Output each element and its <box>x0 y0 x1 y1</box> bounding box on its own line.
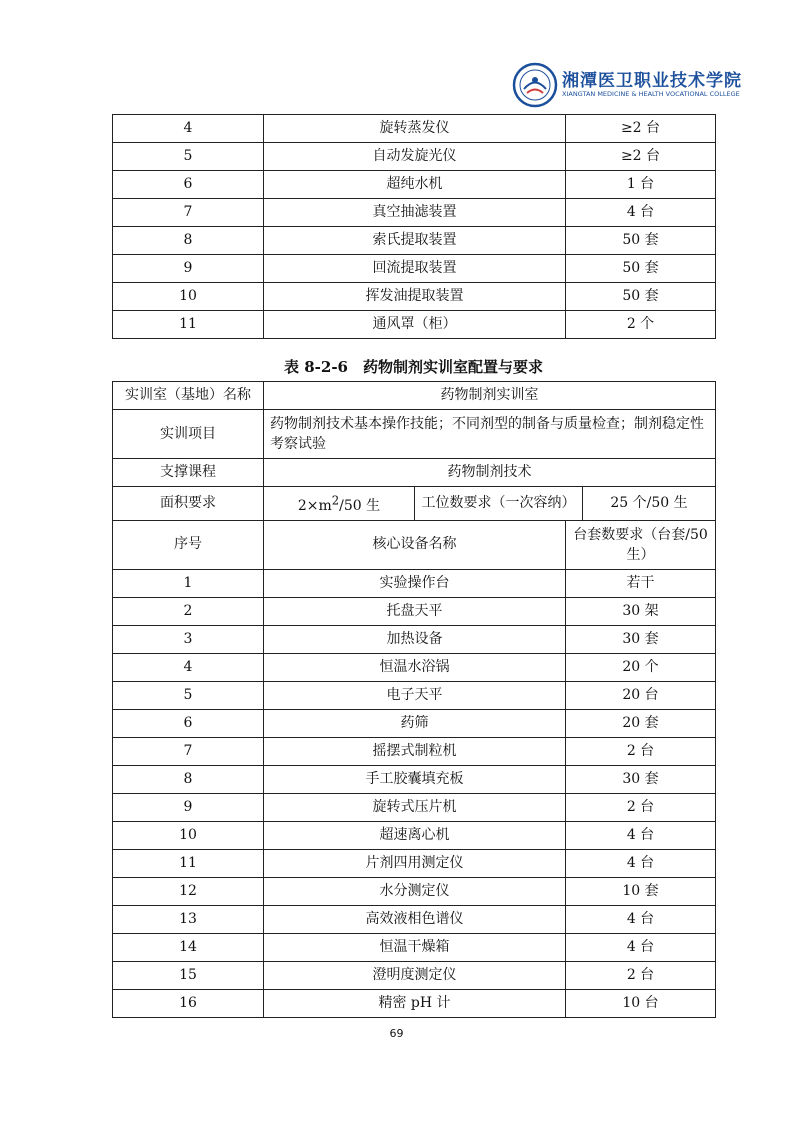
equipment-quantity: 50 套 <box>566 227 716 255</box>
table-row <box>113 115 716 143</box>
table-row <box>113 793 716 821</box>
row-number: 15 <box>113 961 264 989</box>
equipment-quantity: 2 台 <box>566 961 716 989</box>
row-number: 12 <box>113 877 264 905</box>
equipment-name: 电子天平 <box>264 681 566 709</box>
equipment-name: 托盘天平 <box>264 597 566 625</box>
equipment-name: 回流提取装置 <box>264 255 566 283</box>
equipment-name: 旋转式压片机 <box>264 793 566 821</box>
equipment-quantity: 10 台 <box>566 989 716 1017</box>
table-row <box>113 227 716 255</box>
equipment-table-continued <box>112 114 716 339</box>
table-row <box>113 821 716 849</box>
equipment-name: 恒温干燥箱 <box>264 933 566 961</box>
table-row <box>113 569 716 597</box>
row-number: 7 <box>113 737 264 765</box>
page-number: 69 <box>389 1027 404 1040</box>
equipment-quantity: 2 个 <box>566 311 716 339</box>
equipment-quantity: 4 台 <box>566 199 716 227</box>
equipment-name: 精密 pH 计 <box>264 989 566 1017</box>
area-value-text: $2\times m^2/50$ 生 <box>297 493 381 514</box>
row-number: 11 <box>113 311 264 339</box>
college-emblem-icon <box>512 62 558 108</box>
equipment-name: 真空抽滤装置 <box>264 199 566 227</box>
equipment-quantity: 4 台 <box>566 905 716 933</box>
equipment-quantity: 2 台 <box>566 793 716 821</box>
room-label: 实训室（基地）名称 <box>113 382 264 410</box>
equipment-quantity: 30 套 <box>566 765 716 793</box>
row-number: 7 <box>113 199 264 227</box>
table-row <box>113 199 716 227</box>
station-value: 25 个/50 生 <box>583 487 716 521</box>
column-header-row <box>113 520 716 569</box>
equipment-quantity: 50 套 <box>566 255 716 283</box>
pharmaceutical-lab-table <box>112 381 716 1018</box>
row-number: 14 <box>113 933 264 961</box>
table-row <box>113 933 716 961</box>
row-number: 10 <box>113 283 264 311</box>
row-number: 2 <box>113 597 264 625</box>
row-number: 11 <box>113 849 264 877</box>
equipment-quantity: 20 台 <box>566 681 716 709</box>
equipment-quantity: 2 台 <box>566 737 716 765</box>
equipment-name: 恒温水浴锅 <box>264 653 566 681</box>
table-row <box>113 849 716 877</box>
equipment-name: 索氏提取装置 <box>264 227 566 255</box>
col-qty-header: 台套数要求（台套/50生） <box>566 520 716 569</box>
table-row <box>113 625 716 653</box>
table-row <box>113 143 716 171</box>
row-number: 5 <box>113 143 264 171</box>
table-caption: 表 8-2-6 药物制剂实训室配置与要求 <box>284 358 543 376</box>
equipment-name: 超速离心机 <box>264 821 566 849</box>
row-number: 4 <box>113 115 264 143</box>
area-value <box>264 487 415 521</box>
row-number: 10 <box>113 821 264 849</box>
equipment-name: 水分测定仪 <box>264 877 566 905</box>
equipment-name: 超纯水机 <box>264 171 566 199</box>
equipment-quantity: 30 架 <box>566 597 716 625</box>
table-row <box>113 311 716 339</box>
project-row <box>113 410 716 459</box>
table-row <box>113 989 716 1017</box>
row-number: 13 <box>113 905 264 933</box>
row-number: 6 <box>113 709 264 737</box>
col-name-header: 核心设备名称 <box>264 520 566 569</box>
course-value: 药物制剂技术 <box>264 459 716 487</box>
area-label: 面积要求 <box>113 487 264 521</box>
equipment-quantity: 4 台 <box>566 933 716 961</box>
equipment-quantity: 若干 <box>566 569 716 597</box>
equipment-quantity: ≥2 台 <box>566 115 716 143</box>
table-row <box>113 681 716 709</box>
row-number: 8 <box>113 765 264 793</box>
table-row <box>113 255 716 283</box>
table-row <box>113 765 716 793</box>
equipment-name: 高效液相色谱仪 <box>264 905 566 933</box>
equipment-quantity: 4 台 <box>566 821 716 849</box>
row-number: 1 <box>113 569 264 597</box>
equipment-name: 旋转蒸发仪 <box>264 115 566 143</box>
row-number: 16 <box>113 989 264 1017</box>
equipment-name: 自动发旋光仪 <box>264 143 566 171</box>
station-label: 工位数要求（一次容纳） <box>415 487 583 521</box>
equipment-name: 手工胶囊填充板 <box>264 765 566 793</box>
row-number: 4 <box>113 653 264 681</box>
course-row <box>113 459 716 487</box>
equipment-name: 摇摆式制粒机 <box>264 737 566 765</box>
table-row <box>113 171 716 199</box>
equipment-name: 通风罩（柜） <box>264 311 566 339</box>
table-row <box>113 961 716 989</box>
room-value: 药物制剂实训室 <box>264 382 716 410</box>
row-number: 9 <box>113 255 264 283</box>
college-logo <box>512 62 752 110</box>
table-row <box>113 905 716 933</box>
college-name-en: XIANGTAN MEDICINE & HEALTH VOCATIONAL COLLEGE <box>562 90 740 98</box>
table-row <box>113 597 716 625</box>
equipment-quantity: 30 套 <box>566 625 716 653</box>
equipment-quantity: 50 套 <box>566 283 716 311</box>
room-name-row <box>113 382 716 410</box>
equipment-name: 加热设备 <box>264 625 566 653</box>
col-no-header: 序号 <box>113 520 264 569</box>
equipment-quantity: 1 台 <box>566 171 716 199</box>
equipment-name: 片剂四用测定仪 <box>264 849 566 877</box>
college-name-cn: 湘潭医卫职业技术学院 <box>562 71 742 91</box>
equipment-quantity: 4 台 <box>566 849 716 877</box>
row-number: 9 <box>113 793 264 821</box>
equipment-name: 实验操作台 <box>264 569 566 597</box>
equipment-name: 挥发油提取装置 <box>264 283 566 311</box>
project-value: 药物制剂技术基本操作技能；不同剂型的制备与质量检查；制剂稳定性考察试验 <box>264 410 716 459</box>
equipment-quantity: 10 套 <box>566 877 716 905</box>
table-row <box>113 283 716 311</box>
equipment-name: 澄明度测定仪 <box>264 961 566 989</box>
table-row <box>113 877 716 905</box>
course-label: 支撑课程 <box>113 459 264 487</box>
area-row <box>113 487 716 521</box>
row-number: 3 <box>113 625 264 653</box>
equipment-quantity: ≥2 台 <box>566 143 716 171</box>
equipment-quantity: 20 套 <box>566 709 716 737</box>
equipment-quantity: 20 个 <box>566 653 716 681</box>
table-row <box>113 709 716 737</box>
table-row <box>113 653 716 681</box>
row-number: 5 <box>113 681 264 709</box>
row-number: 6 <box>113 171 264 199</box>
row-number: 8 <box>113 227 264 255</box>
project-label: 实训项目 <box>113 410 264 459</box>
table-row <box>113 737 716 765</box>
equipment-name: 药筛 <box>264 709 566 737</box>
